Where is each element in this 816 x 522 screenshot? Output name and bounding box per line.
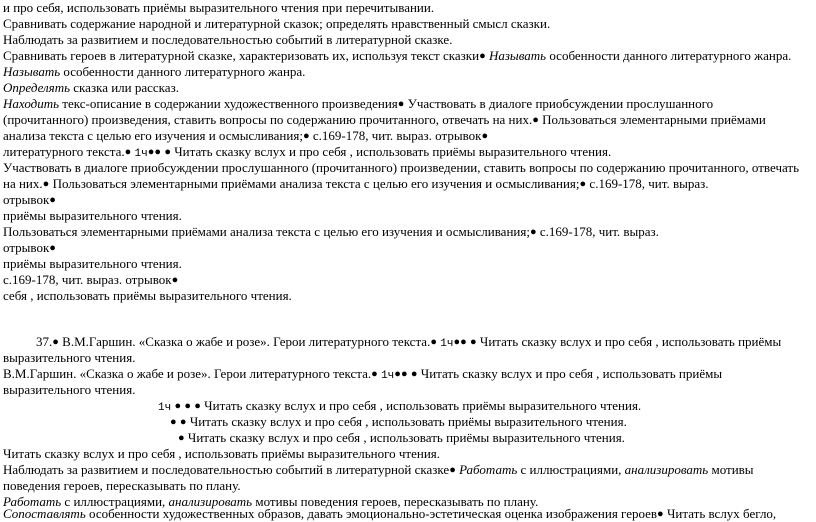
text-line-25 [170, 414, 627, 430]
text-line-5 [3, 64, 305, 79]
text-line-12 [3, 176, 709, 192]
text-line-2 [3, 16, 550, 31]
bullet-icon: ● [178, 432, 185, 444]
text-line-14 [3, 208, 182, 223]
text-line-20 [36, 334, 781, 352]
text-line-7 [3, 96, 713, 112]
line-text: Сравнивать героев в литературной сказке, характеризовать их, используя текст сказки [3, 48, 480, 63]
italic-verb: Работать [459, 462, 518, 477]
line-text: Читать вслух бегло, [663, 506, 777, 521]
text-line-21 [3, 350, 135, 365]
lesson-number: 37. [36, 334, 53, 349]
line-text: Наблюдать за развитием и последовательностью событий в литературной сказке. [3, 32, 453, 47]
line-text: особенности художественных образов, давать эмоционально-эстетическая оценка изображения героев [85, 506, 658, 521]
text-line-1 [3, 0, 434, 15]
line-text: отрывок [3, 240, 50, 255]
bullet-icon: ● [400, 368, 408, 380]
text-line-9 [3, 128, 488, 144]
bullet-icon: ● [171, 274, 179, 286]
line-text: Читать сказку вслух и про себя , использовать приёмы выразительного чтения. [186, 414, 627, 429]
line-text: приёмы выразительного чтения. [3, 256, 182, 271]
italic-verb: анализировать [624, 462, 709, 477]
italic-verb: Определять [3, 80, 71, 95]
text-line-19 [3, 288, 292, 303]
line-text: мотивы [708, 462, 754, 477]
bullet-icon: ● [394, 368, 401, 380]
bullet-icon: ● [470, 336, 477, 348]
line-text: мотивы поведения героев, пересказывать по плану. [252, 494, 539, 509]
line-text: Пользоваться элементарными приёмами анализа текста с целью его изучения и осмысливания; [3, 224, 530, 239]
text-line-6 [3, 80, 179, 95]
line-text: с.169-178, чит. выраз. [586, 176, 709, 191]
bullet-icon: ● [532, 114, 539, 126]
bullet-icon: ● [410, 368, 418, 380]
italic-verb: Называть [3, 64, 61, 79]
line-text: текс-описание в содержании художественного произведения [59, 96, 398, 111]
text-line-29 [3, 478, 241, 493]
line-text: Читать сказку вслух и про себя , использовать приёмы выразительного чтения. [184, 430, 625, 445]
text-line-13 [3, 192, 56, 208]
line-text: Читать сказку вслух и про себя , использовать приёмы выразительного чтения. [200, 398, 642, 413]
italic-verb: Находить [3, 96, 60, 111]
line-text: особенности данного литературного жанра. [546, 48, 792, 63]
text-line-23 [3, 382, 135, 397]
bullet-icon: ● [164, 146, 171, 158]
line-text: с иллюстрациями, [517, 462, 622, 477]
line-text: особенности данного литературного жанра. [60, 64, 306, 79]
bullet-icon: ● [124, 146, 132, 158]
bullet-icon: ● [479, 50, 486, 62]
line-text: себя , использовать приёмы выразительного чтения. [3, 288, 292, 303]
text-line-18 [3, 272, 178, 288]
hours-label: 1ч [158, 402, 172, 414]
bullet-icon: ● [147, 146, 155, 158]
text-line-3 [3, 32, 452, 47]
bullet-icon: ● [529, 226, 537, 238]
line-text: на них. [3, 176, 43, 191]
bullet-icon: ● [460, 336, 467, 348]
line-text: Наблюдать за развитием и последовательностью событий в литературной сказке [3, 462, 450, 477]
line-text: Читать сказку вслух и про себя , использовать приёмы [417, 366, 723, 381]
bullet-icon: ● [154, 146, 162, 158]
text-line-8 [3, 112, 766, 128]
line-text: анализа текста с целью его изучения и осмысливания; [3, 128, 303, 143]
text-line-16 [3, 240, 56, 256]
line-text: Читать сказку вслух и про себя , использовать приёмы [476, 334, 782, 349]
line-text: Участвовать в диалоге приобсуждении прослушанного (прочитанного) произведении, ставить вопросы по содержанию прочитанного, отвечать [3, 160, 800, 175]
line-text: и про себя, использовать приёмы выразительного чтения при перечитывании. [3, 0, 435, 15]
bullet-icon: ● [397, 98, 405, 110]
bullet-icon: ● [52, 336, 59, 348]
bullet-icon: ● [430, 336, 437, 348]
line-text: литературного текста. [3, 144, 125, 159]
line-text: выразительного чтения. [3, 382, 136, 397]
line-text: с.169-178, чит. выраз. отрывок [3, 272, 172, 287]
line-text: (прочитанного) произведения, ставить вопросы по содержанию прочитанного, отвечать на них. [3, 112, 533, 127]
italic-verb: Сопоставлять [3, 506, 86, 521]
text-line-27 [3, 446, 440, 461]
text-line-11 [3, 160, 799, 175]
line-text: с иллюстрациями, [61, 494, 166, 509]
line-text: Пользоваться элементарными приёмами [538, 112, 766, 127]
bullet-icon: ● [302, 130, 310, 142]
line-text: с.169-178, чит. выраз. [536, 224, 659, 239]
text-line-26 [178, 430, 625, 446]
bullet-icon: ● [49, 194, 56, 206]
line-text: В.М.Гаршин. «Сказка о жабе и розе». Герои литературного текста. [58, 334, 431, 349]
text-line-31 [3, 506, 776, 522]
line-text: Читать сказку вслух и про себя , использовать приёмы выразительного чтения. [3, 446, 441, 461]
bullet-icon: ● [481, 130, 489, 142]
bullet-icon: ● [579, 178, 587, 190]
line-text: Участвовать в диалоге приобсуждении прослушанного [404, 96, 714, 111]
text-line-4 [3, 48, 791, 64]
hours-label: 1ч [381, 370, 395, 382]
italic-verb: Работать [3, 494, 62, 509]
text-line-17 [3, 256, 182, 271]
bullet-icon: ● [449, 464, 456, 476]
bullet-icon: ● [184, 400, 192, 412]
line-text: поведения героев, пересказывать по плану. [3, 478, 241, 493]
bullet-icon: ● [657, 508, 664, 520]
line-text: с.169-178, чит. выраз. отрывок [309, 128, 482, 143]
line-text: Сравнивать содержание народной и литературной сказок; определять нравственный смысл сказки. [3, 16, 551, 31]
line-text: Пользоваться элементарными приёмами анализа текста с целью его изучения и осмысливания; [49, 176, 580, 191]
text-line-15 [3, 224, 659, 240]
bullet-icon: ● [179, 416, 187, 428]
bullet-icon: ● [371, 368, 378, 380]
italic-verb: Называть [488, 48, 547, 63]
hours-label: 1ч [134, 148, 148, 160]
bullet-icon: ● [49, 242, 56, 254]
cropped-last-line [3, 506, 816, 521]
line-text: сказка или рассказ. [70, 80, 179, 95]
line-text: выразительного чтения. [3, 350, 136, 365]
italic-verb: анализировать [168, 494, 253, 509]
line-text: отрывок [3, 192, 50, 207]
line-text: Читать сказку вслух и про себя , использовать приёмы выразительного чтения. [170, 144, 612, 159]
bullet-icon: ● [453, 336, 461, 348]
text-line-28 [3, 462, 754, 478]
line-text: приёмы выразительного чтения. [3, 208, 182, 223]
bullet-icon: ● [42, 178, 50, 190]
bullet-icon: ● [174, 400, 182, 412]
bullet-icon: ● [194, 400, 201, 412]
hours-label: 1ч [440, 338, 454, 350]
line-text: В.М.Гаршин. «Сказка о жабе и розе». Герои литературного текста. [3, 366, 372, 381]
bullet-icon: ● [170, 416, 177, 428]
